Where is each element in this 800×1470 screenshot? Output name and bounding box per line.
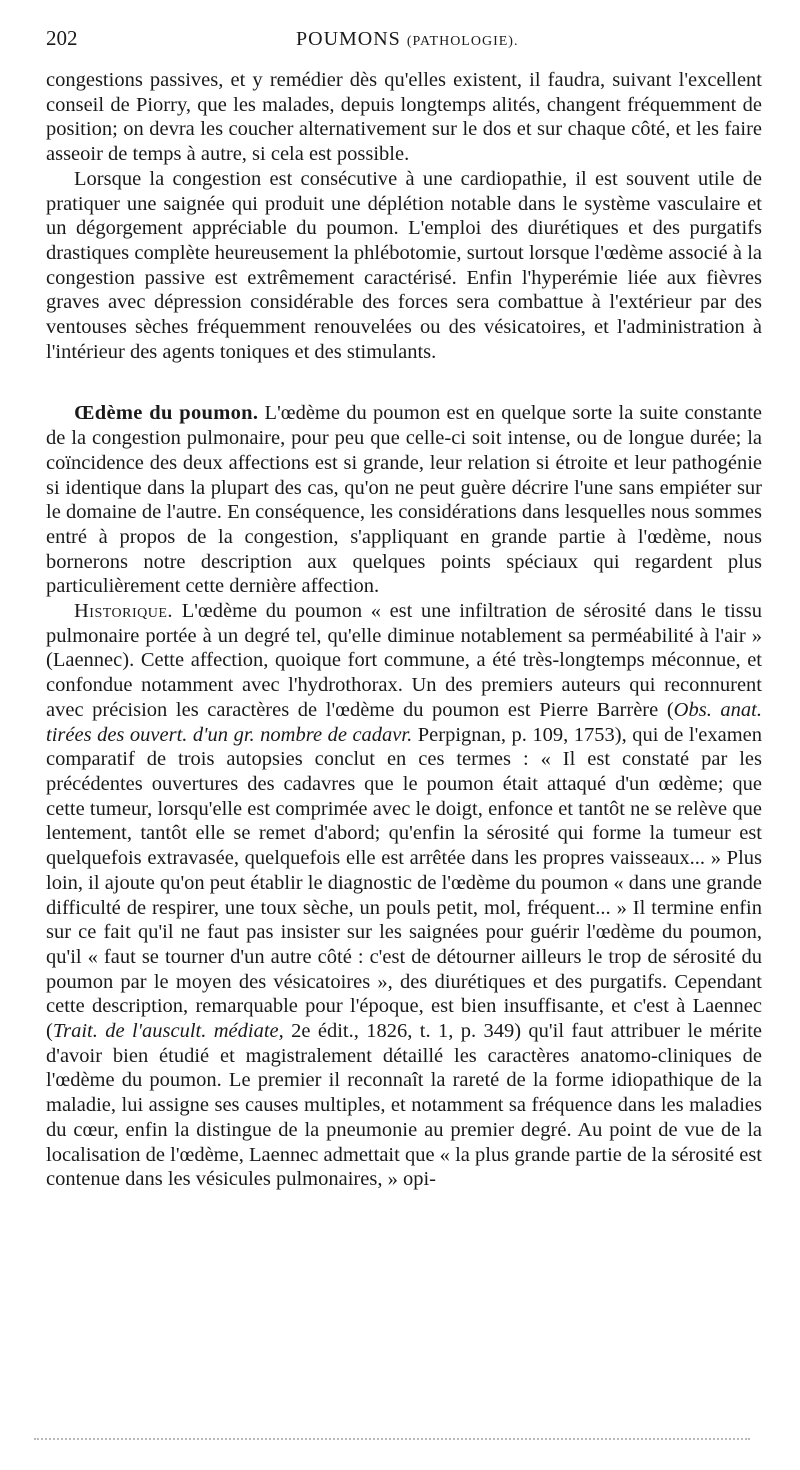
- paragraph-oedeme: [46, 401, 762, 599]
- page-number: 202: [46, 26, 78, 50]
- section-gap: [46, 364, 762, 401]
- section-heading-historique: Historique.: [74, 600, 174, 623]
- running-head: [46, 26, 762, 68]
- running-title-sub: (PATHOLOGIE).: [406, 34, 519, 49]
- paragraph-oedeme-body: L'œdème du poumon est en quelque sorte la suite constante de la congestion pulmonaire, pour peu que celle-ci soit intense, ou de longue durée; la coïncidence des deux affections est si grande, leur relation si étroite et leur pathogénie si identique dans la plupart des cas, qu'on ne peut guère décrire l'une sans empiéter sur le domaine de l'autre. En conséquence, les considérations dans lesquelles nous sommes entré à propos de la congestion, s'appliquant en grande partie à l'œdème, nous bornerons notre description aux quelques points spéciaux qui regardent plus particulièrement cette dernière affection.: [46, 402, 763, 598]
- historique-text-3: 2e édit., 1826, t. 1, p. 349) qu'il faut attribuer le mérite d'avoir bien étudié et magistralement détaillé les caractères anatomo-cliniques de l'œdème du poumon. Le premier il reconnaît la rareté de la forme idiopathique de la maladie, lui assigne ses causes multiples, et notamment sa fréquence dans les maladies du cœur, enfin la distingue de la pneumonie au premier degré. Au point de vue de la localisation de l'œdème, Laennec admettait que « la plus grande partie de la sérosité est contenue dans les vésicules pulmonaires, » opi-: [46, 1020, 762, 1191]
- running-title-main: POUMONS: [296, 28, 401, 50]
- citation-barrere: Obs. anat. tirées des ouvert. d'un gr. nombre de cadavr.: [46, 698, 762, 746]
- historique-text-2: Perpignan, p. 109, 1753), qui de l'examen comparatif de trois autopsies conclut en ces termes : « Il est constaté par les précédentes ouvertures des cadavres que le poumon était attaqué d'un œdème; que cette tumeur, lorsqu'elle est comprimée avec le doigt, enfonce et tantôt ne se relève que lentement, tantôt elle se remet d'abord; qu'enfin la sérosité qui forme la tumeur est quelquefois extravasée, quelquefois elle est arrêtée dans les propres vaisseaux... » Plus loin, il ajoute qu'on peut établir le diagnostic de l'œdème du poumon « dans une grande difficulté de respirer, une toux sèche, un pouls petit, mol, fréquent... » Il termine enfin sur ce fait qu'il ne faut pas insister sur les saignées pour guérir l'œdème du poumon, qu'il « faut se tourner d'un autre côté : c'est de détourner ailleurs le trop de sérosité du poumon par le moyen des vésicatoires », des diurétiques et des purgatifs. Cependant cette description, remarquable pour l'époque, est bien insuffisante, et c'est à Laennec (: [46, 723, 762, 1043]
- running-title: [296, 28, 518, 51]
- historique-text-1: L'œdème du poumon « est une infiltration de sérosité dans le tissu pulmonaire portée à un degré tel, qu'elle diminue notablement sa perméabilité à l'air » (Laennec). Cette affection, quoique fort commune, a été très-longtemps méconnue, et confondue notamment avec l'hydrothorax. Un des premiers auteurs qui reconnurent avec précision les caractères de l'œdème du poumon est Pierre Barrère (: [46, 600, 762, 721]
- bottom-rule: [34, 1438, 750, 1440]
- paragraph-cardiopathie: Lorsque la congestion est consécutive à une cardiopathie, il est souvent utile de pratiquer une saignée qui produit une déplétion notable dans le système vasculaire et un dégorgement appréciable du poumon. L'emploi des diurétiques et des purgatifs drastiques complète heureusement la phlébotomie, surtout lorsque l'œdème associé à la congestion passive est extrêmement caractérisé. Enfin l'hyperémie liée aux fièvres graves avec dépression considérable des forces sera combattue à l'extérieur par des ventouses sèches fréquemment renouvelées ou des vésicatoires, et l'administration à l'intérieur des agents toniques et des stimulants.: [46, 167, 762, 363]
- citation-laennec: Trait. de l'auscult. médiate,: [52, 1020, 284, 1043]
- section-heading-oedeme: Œdème du poumon.: [74, 402, 259, 425]
- paragraph-historique: [46, 599, 762, 1192]
- paragraph-continuation: congestions passives, et y remédier dès qu'elles existent, il faudra, suivant l'excellent conseil de Piorry, que les malades, depuis longtemps alités, changent fréquemment de position; on devra les coucher alternativement sur le dos et sur chaque côté, et les faire asseoir de temps à autre, si cela est possible.: [46, 69, 762, 166]
